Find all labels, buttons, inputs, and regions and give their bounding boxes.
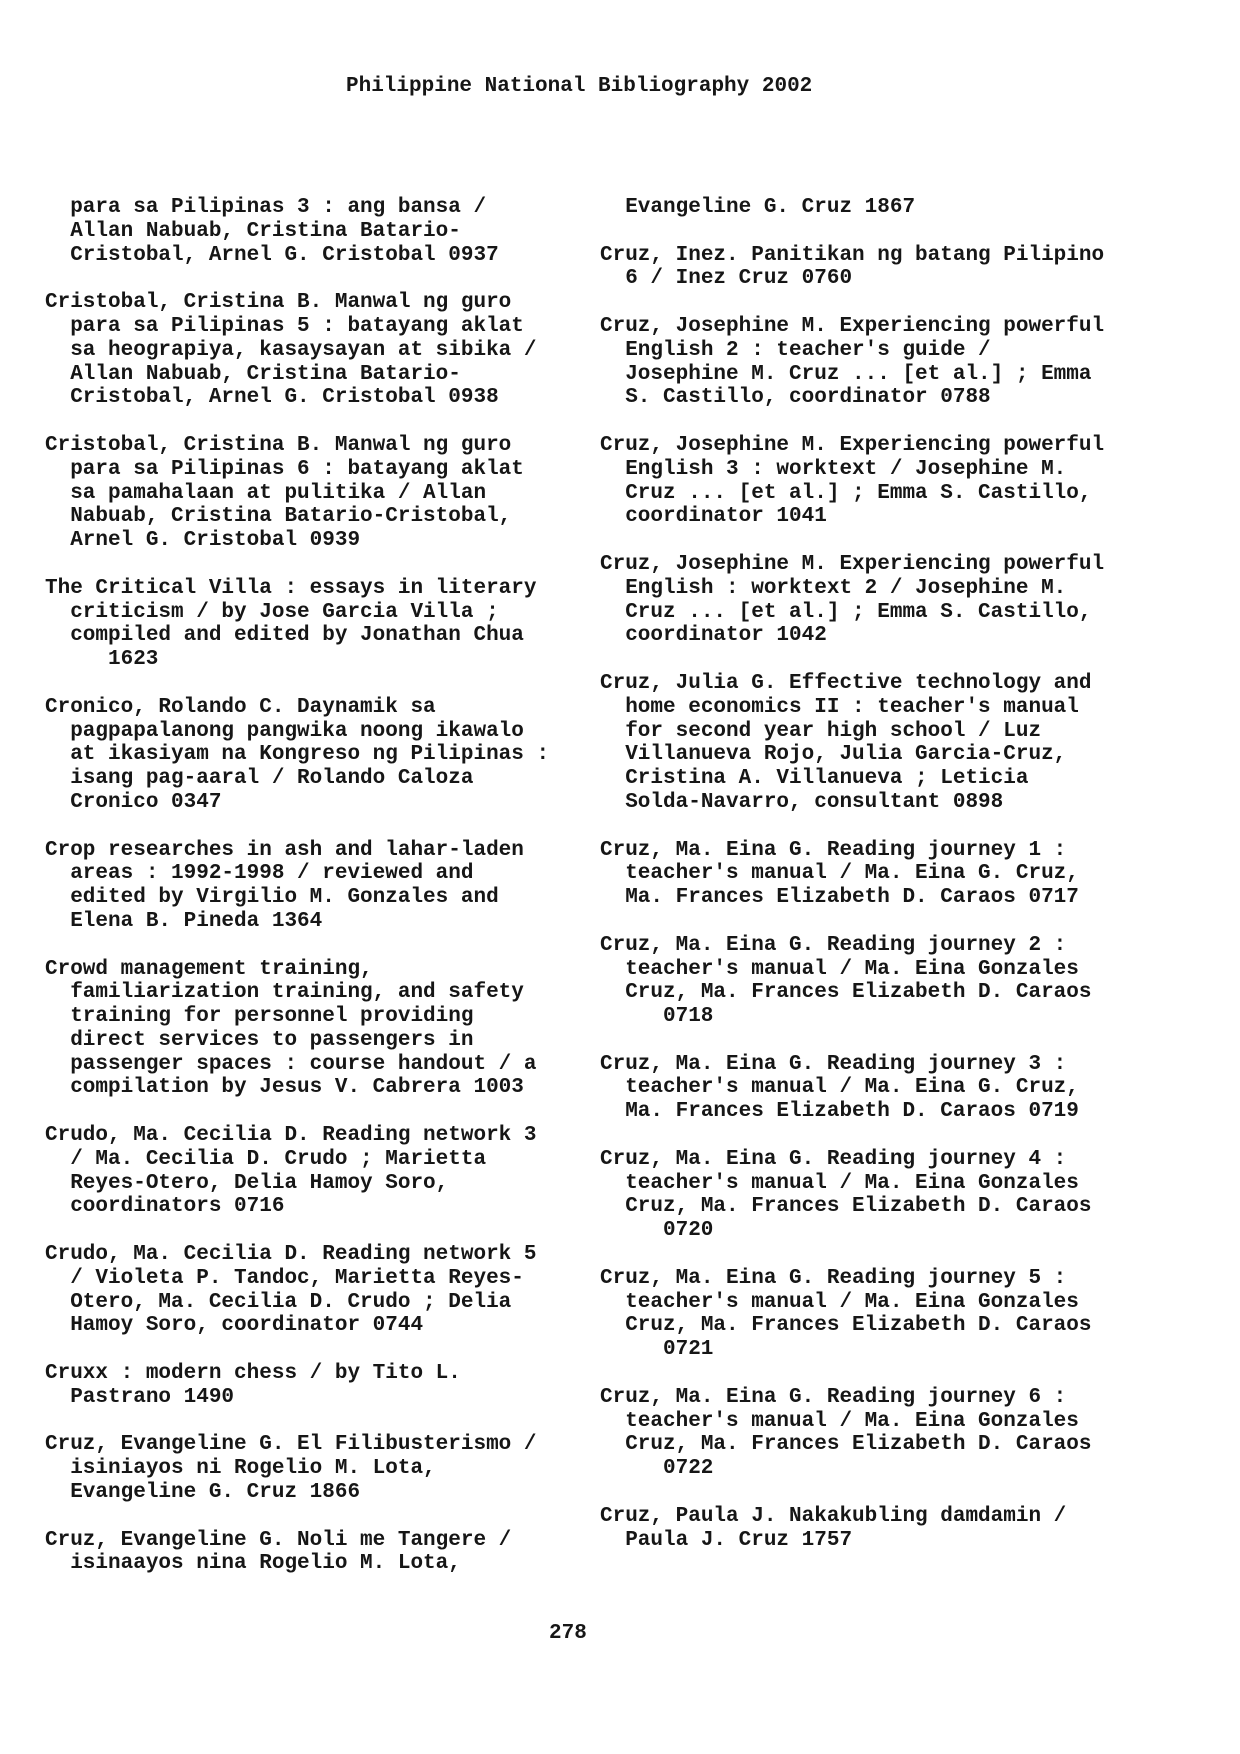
entry-line: Josephine M. Cruz ... [et al.] ; Emma xyxy=(625,362,1092,386)
entry-line: Ma. Frances Elizabeth D. Caraos 0719 xyxy=(625,1100,1079,1124)
entry-heading-line: Cruz, Ma. Eina G. Reading journey 4 : xyxy=(600,1147,1067,1171)
entry-line: for second year high school / Luz xyxy=(625,719,1042,743)
entry-line: Cruz, Ma. Frances Elizabeth D. Caraos xyxy=(625,1433,1092,1457)
entry-line: S. Castillo, coordinator 0788 xyxy=(625,386,991,410)
entry-line: Hamoy Soro, coordinator 0744 xyxy=(70,1314,424,1338)
entry-line: Ma. Frances Elizabeth D. Caraos 0717 xyxy=(625,886,1079,910)
bib-entry xyxy=(600,1148,1220,1243)
entry-heading-line: Cruxx : modern chess / by Tito L. xyxy=(45,1362,461,1386)
entry-line: teacher's manual / Ma. Eina G. Cruz, xyxy=(625,1076,1079,1100)
entry-line: training for personnel providing xyxy=(70,1005,474,1029)
entry-line: Cristobal, Arnel G. Cristobal 0937 xyxy=(70,243,499,267)
entry-heading-line: Crowd management training, xyxy=(45,957,373,981)
bib-entry xyxy=(600,934,1220,1029)
bib-entry xyxy=(600,434,1220,529)
entry-line: criticism / by Jose Garcia Villa ; xyxy=(70,600,499,624)
entry-number: 0722 xyxy=(663,1457,714,1481)
entry-line: teacher's manual / Ma. Eina G. Cruz, xyxy=(625,862,1079,886)
entry-line: sa heograpiya, kasaysayan at sibika / xyxy=(70,338,537,362)
entry-heading-line: Cruz, Evangeline G. El Filibusterismo / xyxy=(45,1433,537,1457)
entry-line: Cruz ... [et al.] ; Emma S. Castillo, xyxy=(625,600,1092,624)
entry-line: Cruz, Ma. Frances Elizabeth D. Caraos xyxy=(625,981,1092,1005)
bib-entry xyxy=(600,839,1220,910)
entry-line: teacher's manual / Ma. Eina Gonzales xyxy=(625,1171,1079,1195)
entry-number: 0718 xyxy=(663,1005,714,1029)
entry-line: Otero, Ma. Cecilia D. Crudo ; Delia xyxy=(70,1290,512,1314)
entry-line: Cristobal, Arnel G. Cristobal 0938 xyxy=(70,386,499,410)
entry-line: coordinators 0716 xyxy=(70,1195,285,1219)
page-number: 278 xyxy=(549,1622,587,1645)
entry-line: 6 / Inez Cruz 0760 xyxy=(625,267,853,291)
right-column xyxy=(600,196,1220,1576)
entry-line: sa pamahalaan at pulitika / Allan xyxy=(70,481,487,505)
entry-line: edited by Virgilio M. Gonzales and xyxy=(70,886,499,910)
entry-line: English : worktext 2 / Josephine M. xyxy=(625,576,1067,600)
entry-heading-line: Cruz, Josephine M. Experiencing powerful xyxy=(600,433,1105,457)
entry-heading-line: Cruz, Ma. Eina G. Reading journey 2 : xyxy=(600,933,1067,957)
entry-line: Evangeline G. Cruz 1867 xyxy=(625,196,916,219)
entry-number: 0721 xyxy=(663,1338,714,1362)
bib-entry xyxy=(600,672,1220,815)
entry-heading-line: Cruz, Ma. Eina G. Reading journey 5 : xyxy=(600,1266,1067,1290)
bib-entry xyxy=(45,958,585,1101)
entry-line: Cristina A. Villanueva ; Leticia xyxy=(625,767,1029,791)
entry-heading-line: Cruz, Inez. Panitikan ng batang Pilipino xyxy=(600,243,1105,267)
entry-line: para sa Pilipinas 3 : ang bansa / xyxy=(70,196,487,219)
bib-entry xyxy=(45,1529,585,1577)
entry-line: / Violeta P. Tandoc, Marietta Reyes- xyxy=(70,1266,524,1290)
entry-line: Evangeline G. Cruz 1866 xyxy=(70,1481,361,1505)
bib-entry xyxy=(45,291,585,410)
entry-line: Paula J. Cruz 1757 xyxy=(625,1528,853,1552)
entry-line: pagpapalanong pangwika noong ikawalo xyxy=(70,719,524,743)
entry-heading-line: Cristobal, Cristina B. Manwal ng guro xyxy=(45,291,512,315)
entry-line: compilation by Jesus V. Cabrera 1003 xyxy=(70,1076,524,1100)
entry-line: home economics II : teacher's manual xyxy=(625,695,1079,719)
bib-entry xyxy=(45,1243,585,1338)
entry-heading-line: Cronico, Rolando C. Daynamik sa xyxy=(45,695,436,719)
entry-heading-line: Crudo, Ma. Cecilia D. Reading network 3 xyxy=(45,1124,537,1148)
entry-heading-line: The Critical Villa : essays in literary xyxy=(45,576,537,600)
bib-entry xyxy=(600,553,1220,648)
bib-entry xyxy=(600,244,1220,292)
entry-heading-line: Crop researches in ash and lahar-laden xyxy=(45,838,524,862)
entry-heading-line: Cristobal, Cristina B. Manwal ng guro xyxy=(45,433,512,457)
bib-entry xyxy=(45,1124,585,1219)
entry-line: Nabuab, Cristina Batario-Cristobal, xyxy=(70,505,512,529)
entry-line: isinaayos nina Rogelio M. Lota, xyxy=(70,1552,461,1576)
running-header: Philippine National Bibliography 2002 xyxy=(346,75,813,98)
bib-entry xyxy=(600,315,1220,410)
entry-heading-line: Cruz, Josephine M. Experiencing powerful xyxy=(600,552,1105,576)
entry-heading-line: Cruz, Josephine M. Experiencing powerful xyxy=(600,314,1105,338)
entry-line: Elena B. Pineda 1364 xyxy=(70,909,323,933)
entry-line: para sa Pilipinas 5 : batayang aklat xyxy=(70,314,524,338)
bib-entry xyxy=(600,1386,1220,1481)
entry-line: at ikasiyam na Kongreso ng Pilipinas : xyxy=(70,743,550,767)
entry-line: areas : 1992-1998 / reviewed and xyxy=(70,862,474,886)
bib-entry xyxy=(45,696,585,815)
entry-heading-line: Cruz, Ma. Eina G. Reading journey 1 : xyxy=(600,838,1067,862)
entry-line: coordinator 1042 xyxy=(625,624,827,648)
bib-entry xyxy=(45,1362,585,1410)
entry-line: Cronico 0347 xyxy=(70,790,222,814)
entry-line: para sa Pilipinas 6 : batayang aklat xyxy=(70,457,524,481)
entry-line: English 3 : worktext / Josephine M. xyxy=(625,457,1067,481)
entry-line: coordinator 1041 xyxy=(625,505,827,529)
entry-line: Villanueva Rojo, Julia Garcia-Cruz, xyxy=(625,743,1067,767)
entry-line: passenger spaces : course handout / a xyxy=(70,1052,537,1076)
entry-number: 1623 xyxy=(108,648,159,672)
entry-line: isiniayos ni Rogelio M. Lota, xyxy=(70,1457,436,1481)
bib-entry xyxy=(600,1505,1220,1553)
bib-entry xyxy=(600,1267,1220,1362)
entry-line: Solda-Navarro, consultant 0898 xyxy=(625,790,1004,814)
entry-heading-line: Cruz, Ma. Eina G. Reading journey 3 : xyxy=(600,1052,1067,1076)
left-column xyxy=(45,196,585,1600)
entry-line: Cruz, Ma. Frances Elizabeth D. Caraos xyxy=(625,1314,1092,1338)
entry-line: Allan Nabuab, Cristina Batario- xyxy=(70,219,461,243)
entry-heading-line: Crudo, Ma. Cecilia D. Reading network 5 xyxy=(45,1243,537,1267)
entry-number: 0720 xyxy=(663,1219,714,1243)
entry-line: English 2 : teacher's guide / xyxy=(625,338,991,362)
bib-entry xyxy=(45,1433,585,1504)
entry-line: isang pag-aaral / Rolando Caloza xyxy=(70,767,474,791)
bib-entry-continued xyxy=(45,196,585,267)
entry-line: / Ma. Cecilia D. Crudo ; Marietta xyxy=(70,1147,487,1171)
entry-line: familiarization training, and safety xyxy=(70,981,524,1005)
bib-entry xyxy=(45,434,585,553)
entry-line: Cruz ... [et al.] ; Emma S. Castillo, xyxy=(625,481,1092,505)
bib-entry xyxy=(45,577,585,672)
entry-line: Reyes-Otero, Delia Hamoy Soro, xyxy=(70,1171,449,1195)
entry-line: teacher's manual / Ma. Eina Gonzales xyxy=(625,1409,1079,1433)
entry-line: teacher's manual / Ma. Eina Gonzales xyxy=(625,957,1079,981)
bib-entry-continued xyxy=(600,196,1220,220)
entry-line: Arnel G. Cristobal 0939 xyxy=(70,529,361,553)
bib-entry xyxy=(45,839,585,934)
entry-heading-line: Cruz, Ma. Eina G. Reading journey 6 : xyxy=(600,1385,1067,1409)
entry-heading-line: Cruz, Paula J. Nakakubling damdamin / xyxy=(600,1504,1067,1528)
entry-line: Cruz, Ma. Frances Elizabeth D. Caraos xyxy=(625,1195,1092,1219)
entry-line: teacher's manual / Ma. Eina Gonzales xyxy=(625,1290,1079,1314)
entry-line: Pastrano 1490 xyxy=(70,1385,235,1409)
entry-line: Allan Nabuab, Cristina Batario- xyxy=(70,362,461,386)
entry-line: direct services to passengers in xyxy=(70,1028,474,1052)
bib-entry xyxy=(600,1053,1220,1124)
entry-heading-line: Cruz, Julia G. Effective technology and xyxy=(600,671,1092,695)
entry-heading-line: Cruz, Evangeline G. Noli me Tangere / xyxy=(45,1528,512,1552)
entry-line: compiled and edited by Jonathan Chua xyxy=(70,624,524,648)
